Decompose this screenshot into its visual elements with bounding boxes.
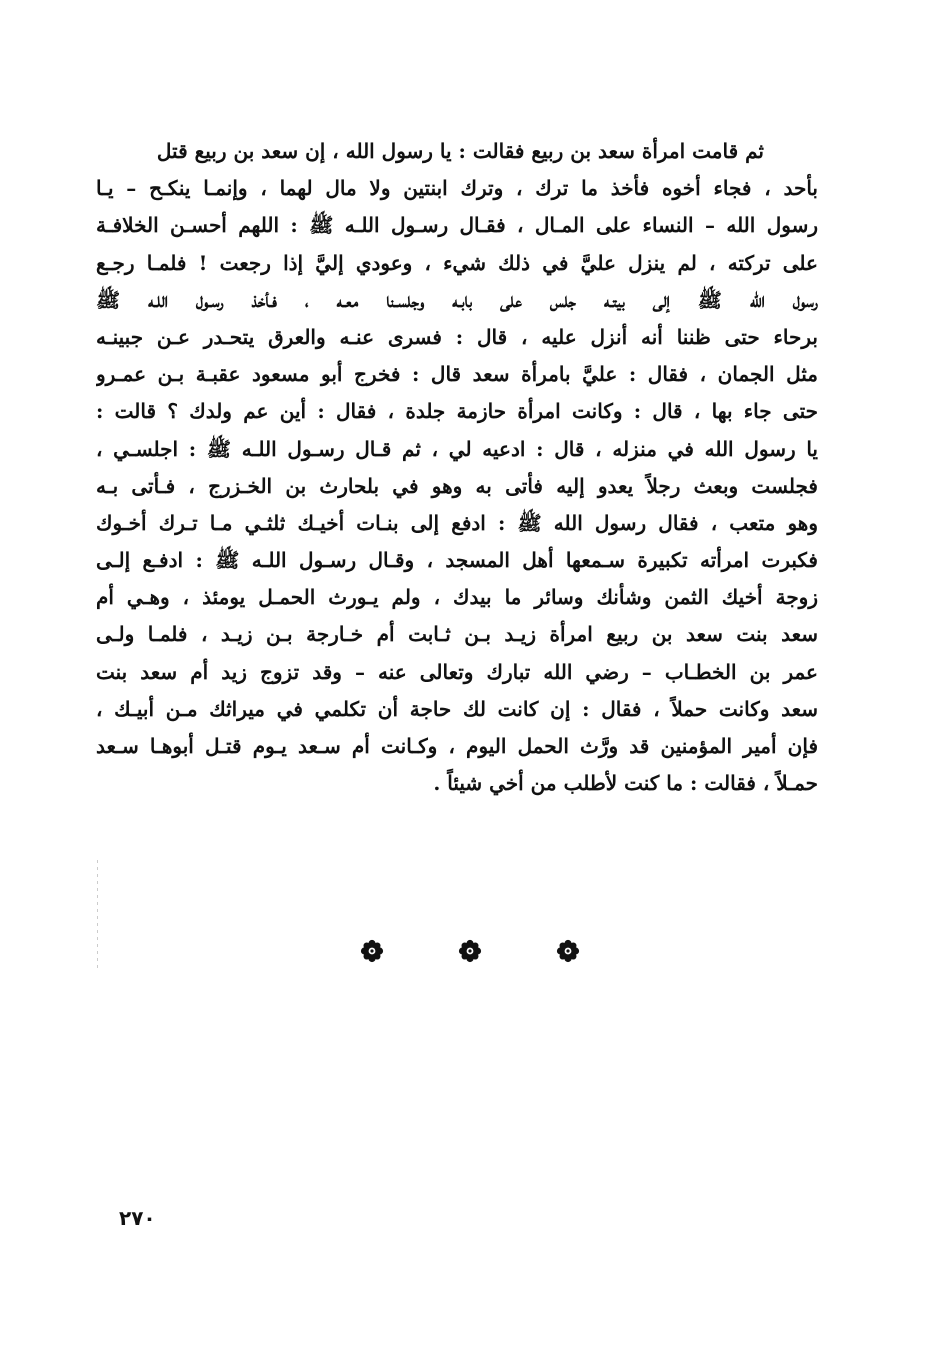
text-line: زوجة أخيك الثمن وشأنك وسائر ما بيدك ، ولم يـورث الحمـل يومئذ ، وهـي أم bbox=[96, 585, 818, 610]
text-line: رسول الله ﷺ إلى بيتـه جلس على بابـه وجلسـنا معـه ، فـأخذ رسـول اللـه ﷺ bbox=[96, 287, 818, 312]
text-line: يا رسول الله في منزله ، قال : ادعيه لي ، ثم قـال رسـول اللـه ﷺ : اجلسـي ، bbox=[96, 436, 818, 461]
text-line: سعد بنت سعد بن ربيع امرأة زيـد بـن ثـابت أم خـارجة بـن زيـد ، فلمـا ولـى bbox=[96, 622, 818, 647]
text-line: عمر بن الخطـاب – رضي الله تبارك وتعالى عنه – وقد تزوج زيد أم سعد بنت bbox=[96, 659, 818, 684]
text-line: وهو متعب ، فقال رسول الله ﷺ : ادفع إلى بنـات أخيـك ثلثـي مـا تـرك أخـوك bbox=[96, 510, 818, 535]
text-line: ثم قامت امرأة سعد بن ربيع فقالت : يا رسول الله ، إن سعد بن ربيع قتل bbox=[156, 139, 764, 163]
section-ornaments bbox=[360, 936, 580, 966]
rosette-icon bbox=[556, 939, 580, 963]
text-line: فكبرت امرأته تكبيرة سـمعها أهل المسجد ، وقـال رسـول اللـه ﷺ : ادفـع إلـى bbox=[96, 548, 818, 573]
text-line: فجلست وبعث رجلاً يعدو إليه فأتى به وهو في بلحارث بن الخـزرج ، فـأتى بـه bbox=[96, 473, 818, 498]
text-line: مثل الجمان ، فقال : عليَّ بامرأة سعد قال : فخرج أبو مسعود عقبـة بـن عمـرو bbox=[96, 362, 818, 387]
text-line: سعد وكانت حملاً ، فقال : إن كانت لك حاجة أن تكلمي في ميراثك مـن أبيـك ، bbox=[96, 696, 818, 721]
text-line: حتى جاء بها ، قال : وكانت امرأة حازمة جلدة ، فقال : أين عم ولدك ؟ قالت : bbox=[96, 399, 818, 424]
body-text bbox=[96, 133, 818, 802]
text-line: بأحد ، فجاء أخوه فأخذ ما ترك ، وترك ابنتين ولا مال لهما ، وإنمـا ينكـح – يـا bbox=[96, 176, 818, 201]
text-line: على تركته ، لم ينزل عليَّ في ذلك شيء ، وعودي إليَّ إذا رجعت ! فلمـا رجـع bbox=[96, 250, 818, 275]
text-line: حمـلاً ، فقالت : ما كنت لأطلب من أخي شيئاً . bbox=[433, 771, 818, 796]
text-line: برحاء حتى ظننا أنه أنزل عليه ، قال : فسرى عنـه والعرق يتحـدر عـن جبينـه bbox=[96, 324, 818, 349]
scan-margin-mark bbox=[97, 860, 98, 970]
rosette-icon bbox=[360, 939, 384, 963]
text-line: رسول الله – النساء على المـال ، فقـال رسـول اللـه ﷺ : اللهم أحسـن الخلافـة bbox=[96, 213, 818, 238]
rosette-icon bbox=[458, 939, 482, 963]
page-number: ٢٧٠ bbox=[119, 1206, 156, 1230]
text-line: فإن أمير المؤمنين قد ورَّث الحمل اليوم ، وكـانت أم سـعد يـوم قتـل أبوهـا سـعد bbox=[96, 734, 818, 758]
